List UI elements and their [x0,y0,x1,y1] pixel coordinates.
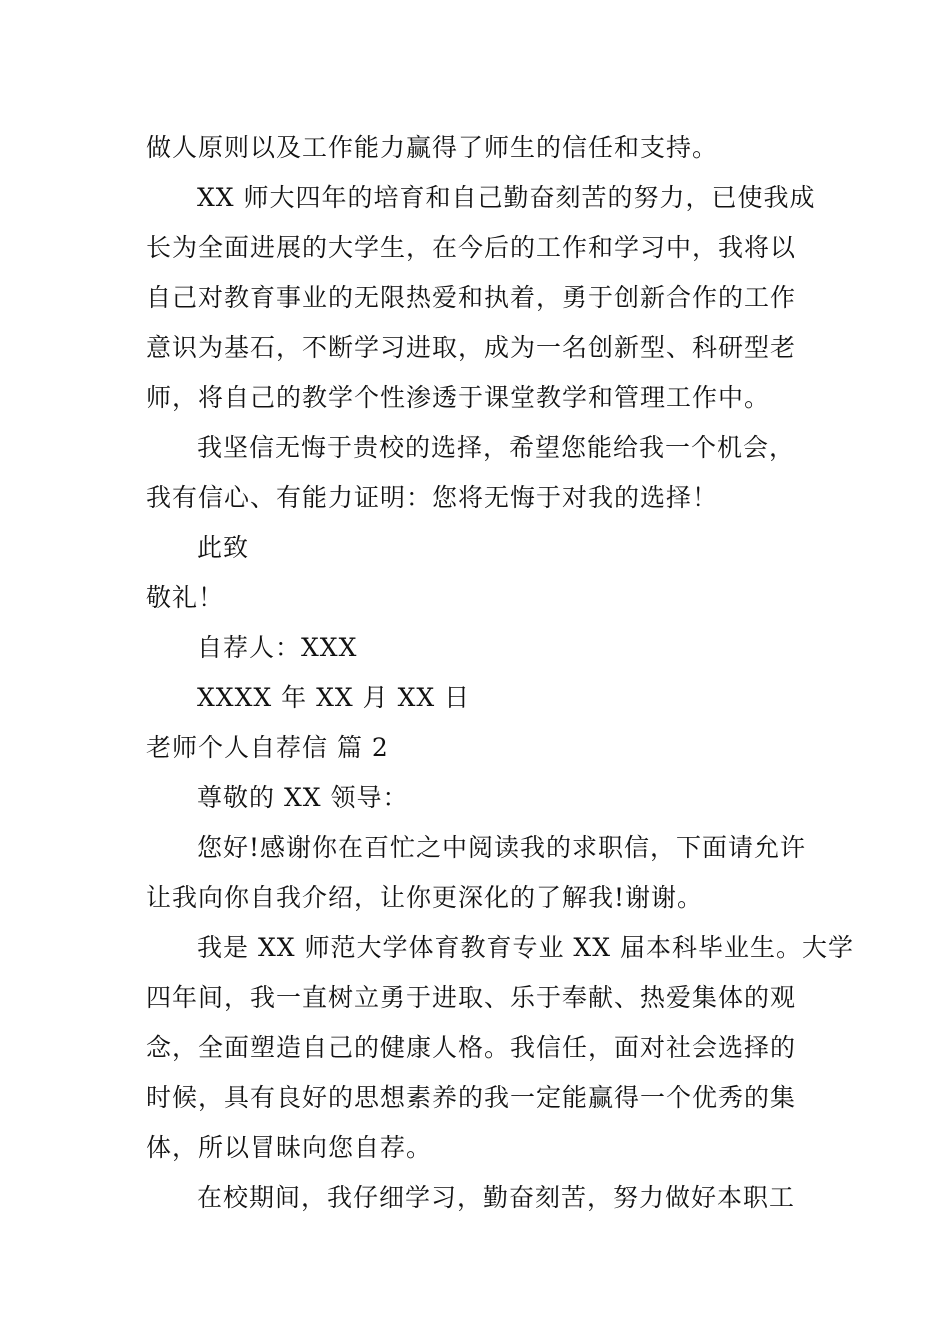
date-line: XXXX 年 XX 月 XX 日 [197,683,471,712]
text-line: 您好!感谢你在百忙之中阅读我的求职信，下面请允许 [197,833,807,862]
text-line: 我是 XX 师范大学体育教育专业 XX 届本科毕业生。大学 [197,933,854,962]
text-line: 我有信心、有能力证明：您将无悔于对我的选择！ [146,483,719,512]
text-line: 让我向你自我介绍，让你更深化的了解我!谢谢。 [146,883,704,912]
closing-regards: 敬礼！ [146,583,225,612]
closing-salutation: 此致 [197,533,250,562]
text-line: 自己对教育事业的无限热爱和执着，勇于创新合作的工作 [146,283,797,312]
text-line: 体，所以冒昧向您自荐。 [146,1133,433,1162]
section-heading: 老师个人自荐信 篇 2 [146,733,389,762]
text-line: 在校期间，我仔细学习，勤奋刻苦，努力做好本职工 [197,1183,796,1212]
text-line: 做人原则以及工作能力赢得了师生的信任和支持。 [146,133,719,162]
text-line: 念，全面塑造自己的健康人格。我信任，面对社会选择的 [146,1033,797,1062]
text-line: 我坚信无悔于贵校的选择，希望您能给我一个机会， [197,433,796,462]
text-line: XX 师大四年的培育和自己勤奋刻苦的努力，已使我成 [197,183,816,212]
text-line: 四年间，我一直树立勇于进取、乐于奉献、热爱集体的观 [146,983,797,1012]
signature-line: 自荐人：XXX [197,633,358,662]
text-line: 意识为基石，不断学习进取，成为一名创新型、科研型老 [146,333,797,362]
text-line: 长为全面进展的大学生，在今后的工作和学习中，我将以 [146,233,797,262]
text-line: 师，将自己的教学个性渗透于课堂教学和管理工作中。 [146,383,771,412]
greeting-line: 尊敬的 XX 领导： [197,783,409,812]
text-line: 时候，具有良好的思想素养的我一定能赢得一个优秀的集 [146,1083,797,1112]
